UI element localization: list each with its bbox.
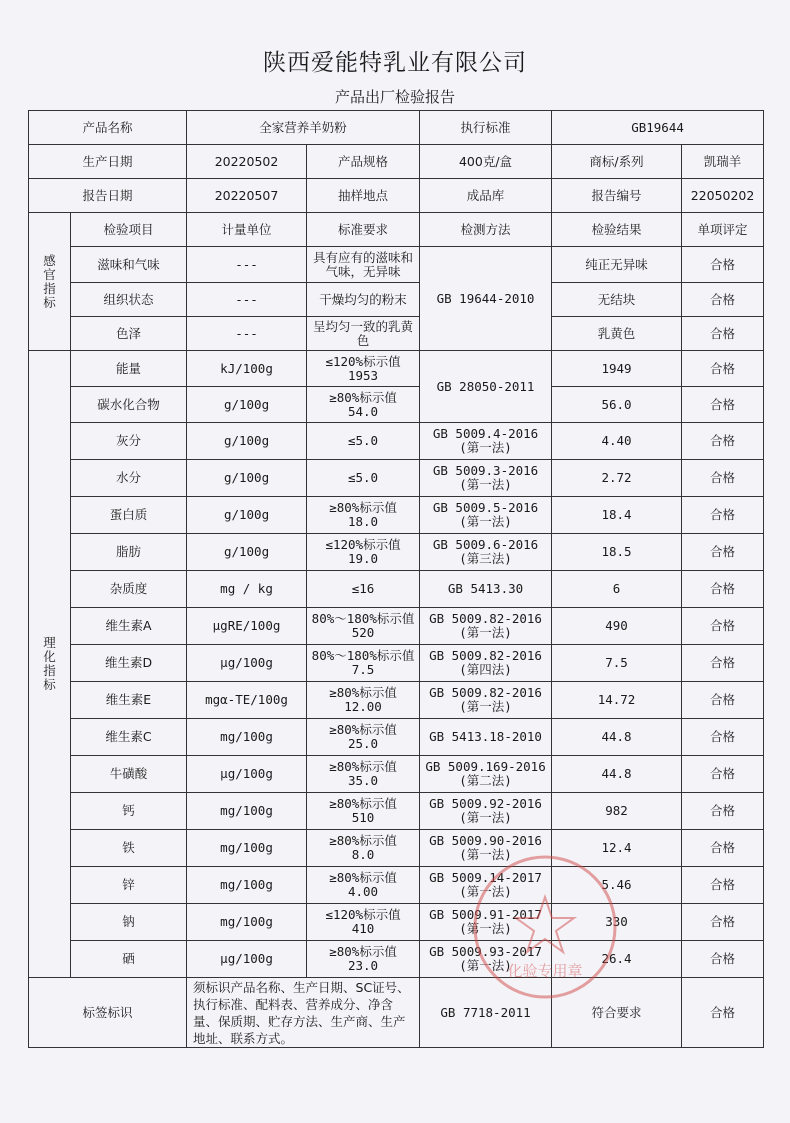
requirement-value: 7.5 (351, 662, 375, 677)
method-standard: GB 5009.90-2016 (429, 833, 542, 848)
header-label: 生产日期 (29, 145, 187, 179)
requirement-value: 12.00 (344, 699, 382, 714)
test-method (420, 497, 552, 534)
header-label: 产品规格 (307, 145, 420, 179)
requirement-value: 1953 (347, 367, 379, 383)
evaluation: 合格 (682, 351, 764, 387)
requirement-value: 510 (351, 810, 375, 825)
header-row-report (29, 179, 764, 213)
item-name: 钙 (71, 793, 187, 830)
requirement-line: ≤5.0 (347, 470, 379, 485)
result: 乳黄色 (552, 317, 682, 351)
requirement: 须标识产品名称、生产日期、SC证号、执行标准、配料表、营养成分、净含量、保质期、贮存方法、生产商、生产地址、联系方式。 (187, 978, 420, 1048)
requirement-value: 25.0 (347, 736, 379, 751)
result: 纯正无异味 (552, 247, 682, 283)
unit: g/100g (187, 423, 307, 460)
evaluation: 合格 (682, 867, 764, 904)
method-variant: (第一法) (459, 884, 512, 899)
item-name: 锌 (71, 867, 187, 904)
requirement: 呈均匀一致的乳黄色 (307, 317, 420, 351)
evaluation: 合格 (682, 247, 764, 283)
requirement (307, 571, 420, 608)
company-name: 陕西爱能特乳业有限公司 (263, 50, 527, 76)
requirement-line: ≥80%标示值 (329, 870, 397, 885)
table-row (29, 497, 764, 534)
unit: mgα-TE/100g (187, 682, 307, 719)
method-variant: (第四法) (459, 662, 512, 677)
table-row (29, 719, 764, 756)
requirement-line: ≤120%标示值 (325, 907, 401, 922)
item-name: 标签标识 (29, 978, 187, 1048)
header-row-production (29, 145, 764, 179)
unit: g/100g (187, 497, 307, 534)
category-sensory (29, 213, 71, 351)
table-row (29, 941, 764, 978)
requirement-line: ≥80%标示值 (329, 944, 397, 959)
column-header: 检验项目 (71, 213, 187, 247)
method-standard: GB 5009.92-2016 (429, 796, 542, 811)
result: 12.4 (552, 830, 682, 867)
physchem-section (29, 351, 764, 978)
header-row-product (29, 111, 764, 145)
table-row (29, 283, 764, 317)
result: 无结块 (552, 283, 682, 317)
test-method: GB 19644-2010 (420, 247, 552, 351)
item-name: 能量 (71, 351, 187, 387)
evaluation: 合格 (682, 534, 764, 571)
requirement (307, 645, 420, 682)
requirement-value: 410 (351, 921, 375, 936)
requirement: 干燥均匀的粉末 (307, 283, 420, 317)
method-standard: GB 5009.6-2016 (432, 537, 539, 552)
table-row (29, 571, 764, 608)
result: 6 (552, 571, 682, 608)
unit: g/100g (187, 534, 307, 571)
test-method (420, 719, 552, 756)
method-standard: GB 5009.169-2016 (425, 759, 546, 774)
header-label: 产品名称 (29, 111, 187, 145)
requirement-line: ≥80%标示值 (329, 722, 397, 737)
test-method: GB 28050-2011 (420, 351, 552, 423)
requirement-value: 54.0 (347, 403, 379, 419)
unit: mg/100g (187, 793, 307, 830)
svg-text:化验专用章: 化验专用章 (507, 962, 583, 980)
result: 7.5 (552, 645, 682, 682)
unit: --- (187, 247, 307, 283)
category-physchem (29, 351, 71, 978)
evaluation: 合格 (682, 283, 764, 317)
header-label: 抽样地点 (307, 179, 420, 213)
requirement-line: ≥80%标示值 (329, 500, 397, 515)
table-row (29, 460, 764, 497)
unit: mg/100g (187, 904, 307, 941)
item-name: 铁 (71, 830, 187, 867)
test-method (420, 645, 552, 682)
test-method (420, 682, 552, 719)
method-standard: GB 5009.93-2017 (429, 944, 542, 959)
requirement: 具有应有的滋味和气味，无异味 (307, 247, 420, 283)
table-row (29, 793, 764, 830)
result: 5.46 (552, 867, 682, 904)
test-method (420, 867, 552, 904)
header-value: 20220502 (187, 145, 307, 179)
unit: mg/100g (187, 719, 307, 756)
item-name: 色泽 (71, 317, 187, 351)
category-label: 理 化 指 标 (43, 635, 56, 692)
evaluation: 合格 (682, 608, 764, 645)
column-header: 检验结果 (552, 213, 682, 247)
evaluation: 合格 (682, 756, 764, 793)
evaluation: 合格 (682, 317, 764, 351)
requirement (307, 719, 420, 756)
method-variant: (第一法) (459, 514, 512, 529)
evaluation: 合格 (682, 719, 764, 756)
item-name: 碳水化合物 (71, 387, 187, 423)
evaluation: 合格 (682, 830, 764, 867)
method-standard: GB 5413.30 (447, 581, 524, 596)
item-name: 维生素D (71, 645, 187, 682)
table-row (29, 351, 764, 387)
result: 4.40 (552, 423, 682, 460)
item-name: 维生素C (71, 719, 187, 756)
item-name: 脂肪 (71, 534, 187, 571)
requirement-line: ≤120%标示值 (325, 537, 401, 552)
unit: g/100g (187, 460, 307, 497)
result: 符合要求 (552, 978, 682, 1048)
table-row (29, 867, 764, 904)
header-value: 22050202 (682, 179, 764, 213)
test-method (420, 423, 552, 460)
unit: --- (187, 317, 307, 351)
evaluation: 合格 (682, 387, 764, 423)
header-value: 成品库 (420, 179, 552, 213)
method-variant: (第一法) (459, 625, 512, 640)
requirement (307, 682, 420, 719)
item-name: 杂质度 (71, 571, 187, 608)
requirement (307, 867, 420, 904)
method-standard: GB 5009.3-2016 (432, 463, 539, 478)
test-method (420, 830, 552, 867)
inspection-report-table (28, 110, 764, 1048)
result: 56.0 (552, 387, 682, 423)
column-header: 检测方法 (420, 213, 552, 247)
unit: μg/100g (187, 941, 307, 978)
unit: g/100g (187, 387, 307, 423)
unit: μgRE/100g (187, 608, 307, 645)
test-method: GB 7718-2011 (420, 978, 552, 1048)
table-row (29, 904, 764, 941)
item-name: 组织状态 (71, 283, 187, 317)
requirement (307, 608, 420, 645)
result: 1949 (552, 351, 682, 387)
requirement (307, 351, 420, 387)
evaluation: 合格 (682, 941, 764, 978)
label-row (29, 978, 764, 1048)
test-method (420, 571, 552, 608)
method-variant: (第一法) (459, 699, 512, 714)
table-row (29, 756, 764, 793)
header-value: 20220507 (187, 179, 307, 213)
report-title: 产品出厂检验报告 (334, 88, 455, 106)
requirement-line: ≥80%标示值 (329, 389, 397, 405)
requirement-line: ≥80%标示值 (329, 833, 397, 848)
requirement (307, 460, 420, 497)
header-value: 凯瑞羊 (682, 145, 764, 179)
requirement-value: 19.0 (347, 551, 379, 566)
requirement (307, 830, 420, 867)
unit: mg/100g (187, 830, 307, 867)
result: 18.4 (552, 497, 682, 534)
header-label: 执行标准 (420, 111, 552, 145)
requirement-line: ≤120%标示值 (325, 353, 401, 369)
test-method (420, 793, 552, 830)
table-row (29, 682, 764, 719)
method-standard: GB 5009.82-2016 (429, 611, 542, 626)
table-row (29, 534, 764, 571)
requirement-line: ≤5.0 (347, 433, 379, 448)
table-row (29, 423, 764, 460)
requirement-value: 23.0 (347, 958, 379, 973)
item-name: 硒 (71, 941, 187, 978)
evaluation: 合格 (682, 497, 764, 534)
method-variant: (第一法) (459, 847, 512, 862)
method-standard: GB 5009.91-2017 (429, 907, 542, 922)
method-standard: GB 5009.5-2016 (432, 500, 539, 515)
method-variant: (第一法) (459, 958, 512, 973)
test-method (420, 608, 552, 645)
result: 44.8 (552, 719, 682, 756)
result: 982 (552, 793, 682, 830)
requirement-value: 18.0 (347, 514, 379, 529)
evaluation: 合格 (682, 423, 764, 460)
result: 26.4 (552, 941, 682, 978)
method-variant: (第一法) (459, 440, 512, 455)
table-row (29, 387, 764, 423)
test-method (420, 941, 552, 978)
requirement (307, 497, 420, 534)
column-header: 单项评定 (682, 213, 764, 247)
table-row (29, 830, 764, 867)
table-row (29, 317, 764, 351)
header-label: 报告编号 (552, 179, 682, 213)
column-header: 计量单位 (187, 213, 307, 247)
requirement-line: ≥80%标示值 (329, 685, 397, 700)
evaluation: 合格 (682, 571, 764, 608)
unit: μg/100g (187, 645, 307, 682)
method-standard: GB 5009.82-2016 (429, 685, 542, 700)
evaluation: 合格 (682, 645, 764, 682)
test-method (420, 756, 552, 793)
requirement-value: 8.0 (351, 847, 375, 862)
header-label: 报告日期 (29, 179, 187, 213)
result: 18.5 (552, 534, 682, 571)
unit: mg/100g (187, 867, 307, 904)
evaluation: 合格 (682, 904, 764, 941)
item-name: 钠 (71, 904, 187, 941)
evaluation: 合格 (682, 793, 764, 830)
table-row (29, 645, 764, 682)
requirement-line: ≤16 (351, 581, 375, 596)
header-value: 全家营养羊奶粉 (187, 111, 420, 145)
method-standard: GB 5413.18-2010 (429, 729, 542, 744)
requirement-line: ≥80%标示值 (329, 796, 397, 811)
unit: --- (187, 283, 307, 317)
unit: kJ/100g (187, 351, 307, 387)
method-variant: (第二法) (459, 773, 512, 788)
column-header: 标准要求 (307, 213, 420, 247)
requirement (307, 941, 420, 978)
method-variant: (第一法) (459, 477, 512, 492)
method-variant: (第一法) (459, 810, 512, 825)
requirement (307, 534, 420, 571)
header-label: 商标/系列 (552, 145, 682, 179)
requirement-line: 80%～180%标示值 (311, 648, 415, 663)
method-standard: GB 5009.82-2016 (429, 648, 542, 663)
test-method (420, 904, 552, 941)
item-name: 水分 (71, 460, 187, 497)
requirement-value: 4.00 (347, 884, 379, 899)
requirement (307, 423, 420, 460)
evaluation: 合格 (682, 978, 764, 1048)
requirement-line: ≥80%标示值 (329, 759, 397, 774)
item-name: 牛磺酸 (71, 756, 187, 793)
requirement (307, 387, 420, 423)
category-label: 感 官 指 标 (43, 252, 56, 310)
item-name: 灰分 (71, 423, 187, 460)
item-name: 滋味和气味 (71, 247, 187, 283)
item-name: 蛋白质 (71, 497, 187, 534)
unit: mg / kg (187, 571, 307, 608)
table-row (29, 608, 764, 645)
requirement (307, 904, 420, 941)
table-row (29, 247, 764, 283)
method-standard: GB 5009.14-2017 (429, 870, 542, 885)
requirement (307, 756, 420, 793)
header-value: 400克/盒 (420, 145, 552, 179)
column-header-row (29, 213, 764, 247)
result: 490 (552, 608, 682, 645)
requirement-value: 35.0 (347, 773, 379, 788)
method-variant: (第三法) (459, 551, 512, 566)
result: 2.72 (552, 460, 682, 497)
requirement-line: 80%～180%标示值 (311, 611, 415, 626)
evaluation: 合格 (682, 460, 764, 497)
result: 44.8 (552, 756, 682, 793)
result: 14.72 (552, 682, 682, 719)
evaluation: 合格 (682, 682, 764, 719)
method-standard: GB 5009.4-2016 (432, 426, 539, 441)
item-name: 维生素E (71, 682, 187, 719)
requirement-value: 520 (351, 625, 375, 640)
method-variant: (第一法) (459, 921, 512, 936)
item-name: 维生素A (71, 608, 187, 645)
test-method (420, 534, 552, 571)
header-value: GB19644 (552, 111, 764, 145)
test-method (420, 460, 552, 497)
result: 330 (552, 904, 682, 941)
requirement (307, 793, 420, 830)
unit: μg/100g (187, 756, 307, 793)
